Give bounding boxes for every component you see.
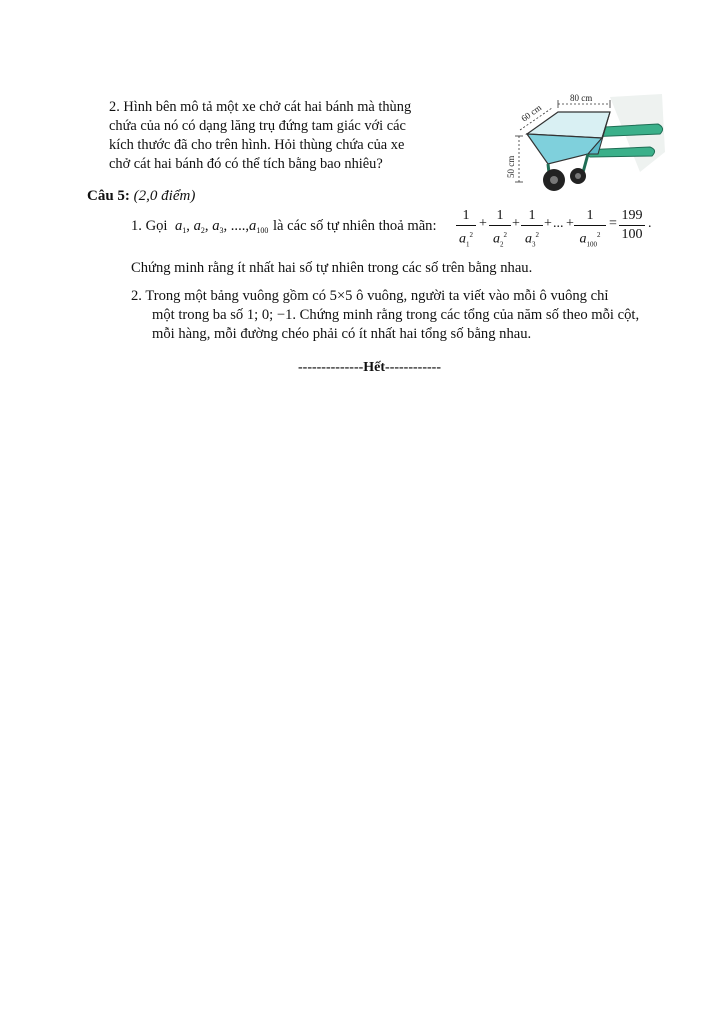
fraction-4: 1 $a_{100}^2$ [574, 208, 606, 243]
item-2-line-2: một trong ba số 1; 0; −1. Chứng minh rằng trong các tổng của năm số theo mỗi cột, [152, 307, 640, 323]
question-5-label: Câu 5: [87, 188, 130, 204]
problem-2-line-1: 2. Hình bên mô tả một xe chở cát hai bánh mà thùng [109, 99, 412, 115]
fraction-3: 1 $a_3^2$ [521, 208, 543, 243]
label-width: 60 cm [519, 102, 544, 124]
fraction-1: 1 $a_1^2$ [456, 208, 476, 243]
wheelbarrow-figure [490, 92, 670, 202]
item-1-prefix: 1. Gọi [131, 218, 168, 234]
tray-body [527, 134, 602, 164]
problem-2-line-4: chở cát hai bánh đó có thể tích bằng bao nhiêu? [109, 156, 383, 172]
problem-2-line-3: kích thước đã cho trên hình. Hỏi thùng chứa của xe [109, 137, 405, 153]
fraction-rhs: 199 100 [619, 208, 645, 243]
item-2-line-1: 2. Trong một bảng vuông gồm có 5×5 ô vuông, người ta viết vào mỗi ô vuông chỉ [131, 288, 609, 304]
label-height: 50 cm [506, 155, 516, 178]
item-2-line-3: mỗi hàng, mỗi đường chéo phải có ít nhất hai tổng số bằng nhau. [152, 326, 532, 342]
problem-2-line-2: chứa của nó có dạng lăng trụ đứng tam giác với các [109, 118, 406, 134]
question-5-points: (2,0 điểm) [133, 188, 196, 204]
label-length: 80 cm [570, 93, 593, 103]
item-1-sequence: $a_1$, $a_2$, $a_3$, $....,a_{100}$ [175, 218, 269, 235]
fraction-2: 1 $a_2^2$ [489, 208, 511, 243]
end-marker: --------------Hết------------ [298, 360, 441, 375]
item-1-conclusion: Chứng minh rằng ít nhất hai số tự nhiên trong các số trên bằng nhau. [131, 260, 533, 276]
question-5-heading [87, 188, 195, 205]
item-1-suffix: là các số tự nhiên thoả mãn: [273, 218, 437, 234]
